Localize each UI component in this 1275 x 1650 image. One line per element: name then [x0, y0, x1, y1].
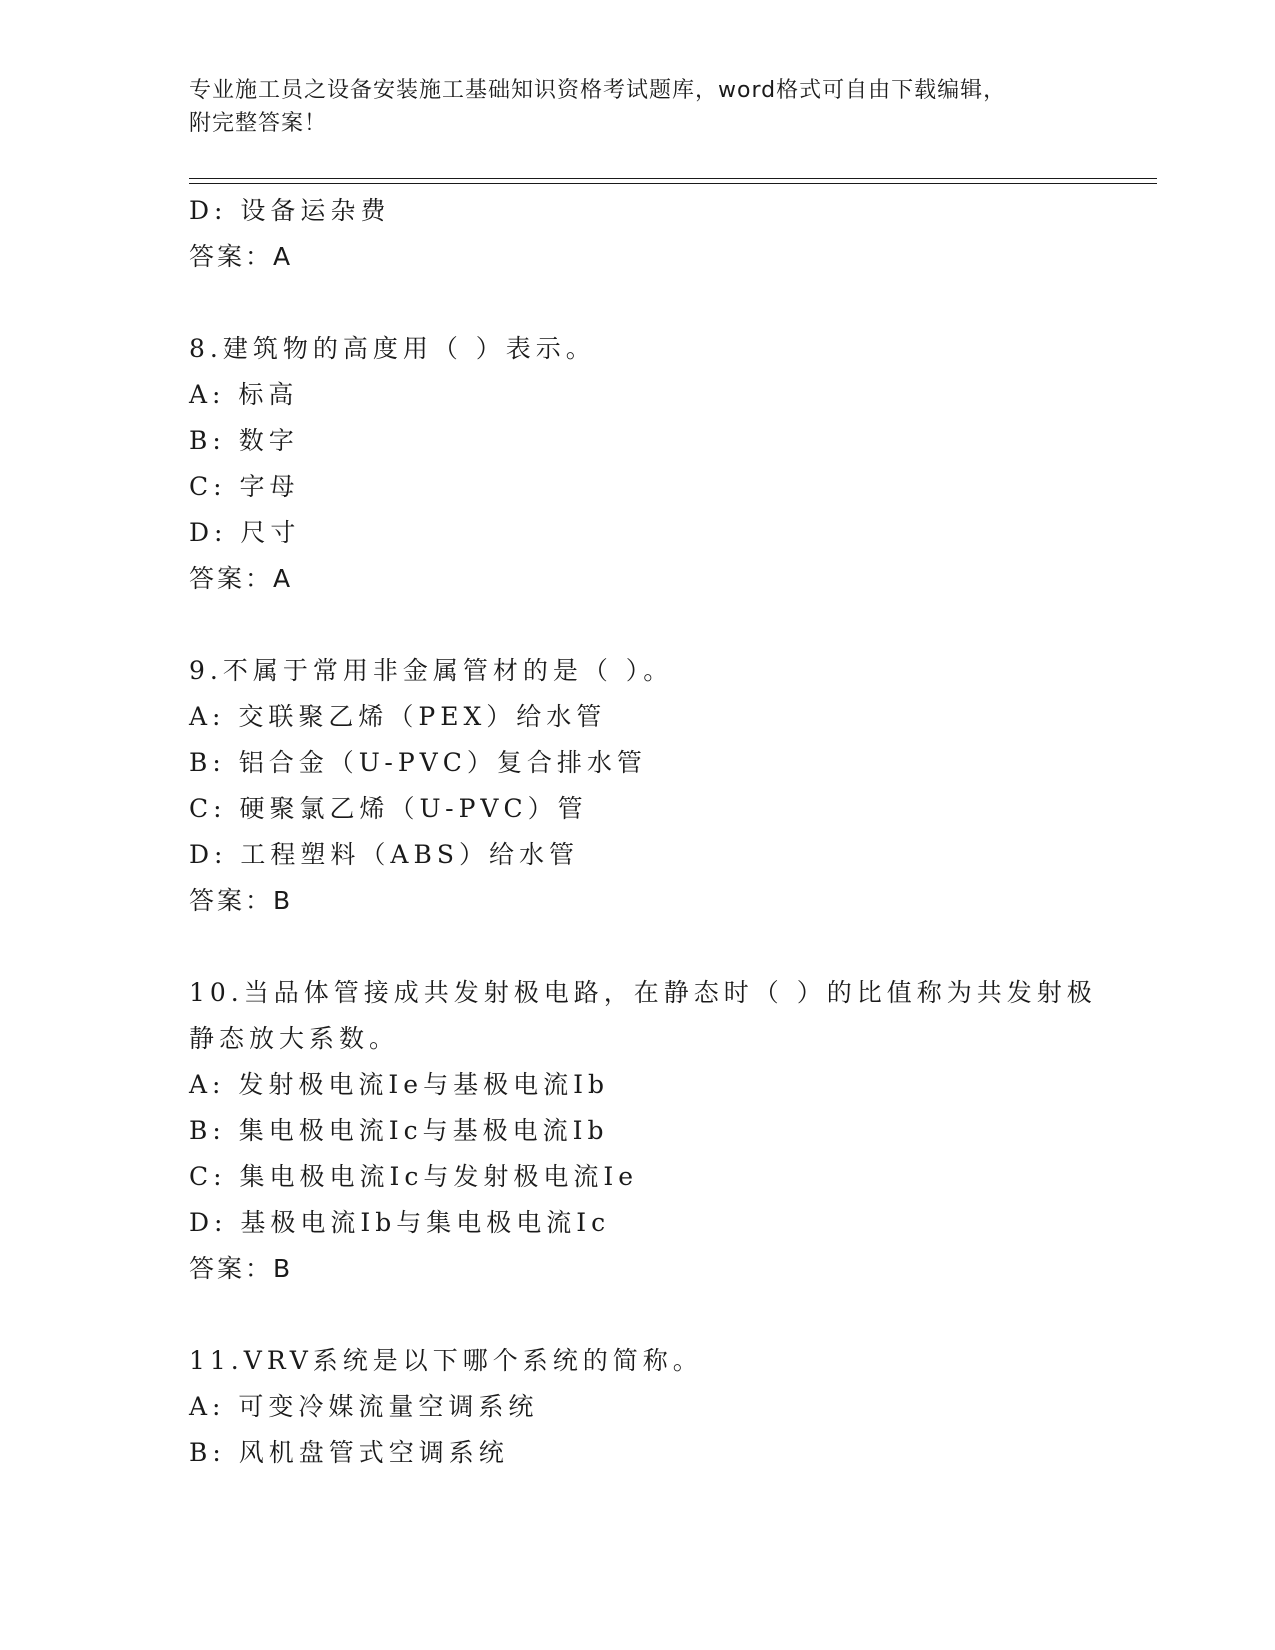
option-b: B: 数字	[189, 426, 299, 455]
option-d: D: 尺寸	[189, 518, 301, 547]
header-line-1: 专业施工员之设备安装施工基础知识资格考试题库，word格式可自由下载编辑，	[189, 78, 1007, 103]
option-a: A: 交联聚乙烯（PEX）给水管	[189, 702, 607, 731]
answer: 答案：A	[189, 564, 294, 593]
option-a: A: 可变冷媒流量空调系统	[189, 1392, 539, 1421]
option-c: C: 硬聚氯乙烯（U-PVC）管	[189, 794, 588, 823]
option-d: D: 设备运杂费	[189, 196, 391, 225]
question-content	[189, 188, 1149, 1476]
spacer	[189, 280, 1149, 326]
question-11: 11.VRV系统是以下哪个系统的简称。	[189, 1346, 703, 1375]
option-b: B: 集电极电流Ic与基极电流Ib	[189, 1116, 609, 1145]
document-header	[189, 74, 1089, 140]
question-9: 9.不属于常用非金属管材的是（ ）。	[189, 656, 674, 685]
question-8: 8.建筑物的高度用（ ）表示。	[189, 334, 596, 363]
spacer	[189, 1292, 1149, 1338]
answer: 答案：A	[189, 242, 294, 271]
spacer	[189, 924, 1149, 970]
header-rule-top	[189, 178, 1157, 179]
option-a: A: 标高	[189, 380, 299, 409]
answer: 答案：B	[189, 1254, 294, 1283]
question-10: 10.当品体管接成共发射极电路，在静态时（ ）的比值称为共发射极	[189, 978, 1097, 1007]
option-d: D: 基极电流Ib与集电极电流Ic	[189, 1208, 611, 1237]
option-b: B: 风机盘管式空调系统	[189, 1438, 509, 1467]
spacer	[189, 602, 1149, 648]
answer: 答案：B	[189, 886, 294, 915]
option-c: C: 集电极电流Ic与发射极电流Ie	[189, 1162, 639, 1191]
option-a: A: 发射极电流Ie与基极电流Ib	[189, 1070, 609, 1099]
option-b: B: 铝合金（U-PVC）复合排水管	[189, 748, 647, 777]
option-d: D: 工程塑料（ABS）给水管	[189, 840, 579, 869]
question-10-continued: 静态放大系数。	[189, 1024, 400, 1053]
header-line-2: 附完整答案！	[189, 111, 328, 136]
header-rule-bottom	[189, 183, 1157, 184]
option-c: C: 字母	[189, 472, 300, 501]
